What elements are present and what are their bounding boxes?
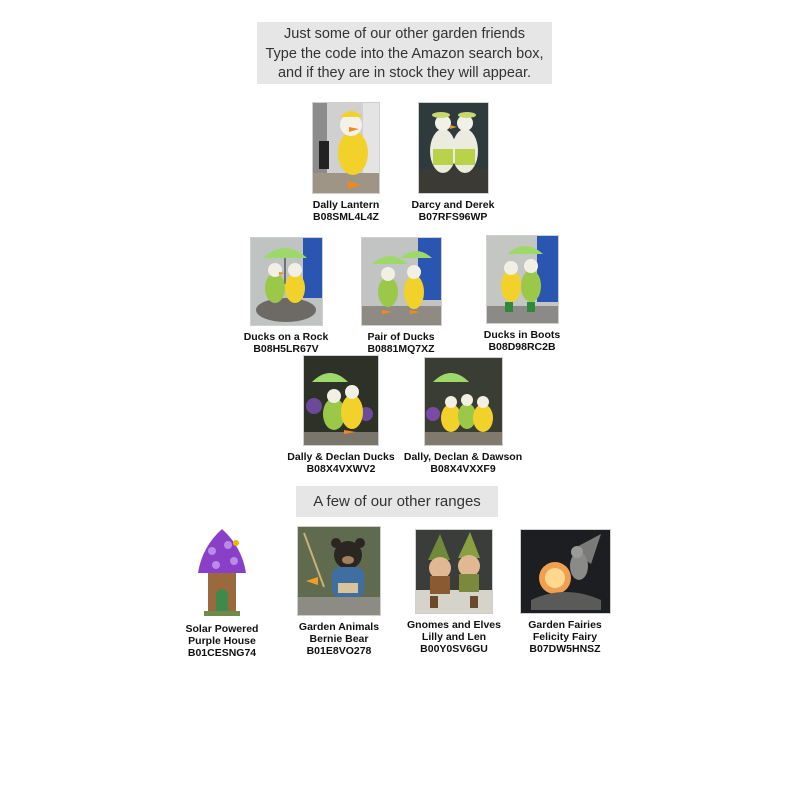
purple-house-image[interactable] [196, 527, 248, 617]
product-name: Darcy and Derek [411, 199, 495, 211]
range-code: B07DW5HNSZ [529, 643, 601, 655]
product-darcy-and-derek[interactable] [403, 103, 503, 223]
range-code: B01E8VO278 [306, 645, 372, 657]
range-line-2: Felicity Fairy [532, 631, 598, 643]
felicity-fairy-image[interactable] [521, 530, 610, 613]
ducks-on-a-rock-image[interactable] [251, 238, 322, 325]
ducks-in-boots-image[interactable] [487, 236, 558, 323]
product-name: Ducks on a Rock [243, 331, 329, 343]
product-code: B0881MQ7XZ [367, 343, 435, 355]
dally-lantern-image[interactable] [313, 103, 379, 193]
product-name: Dally, Declan & Dawson [403, 451, 523, 463]
lilly-and-len-image[interactable] [416, 530, 492, 613]
product-ducks-on-a-rock[interactable] [236, 238, 336, 355]
product-code: B08X4VXWV2 [306, 463, 376, 475]
range-line-2: Lilly and Len [421, 631, 487, 643]
range-line-1: Solar Powered [185, 623, 259, 635]
product-code: B08D98RC2B [488, 341, 556, 353]
intro-banner [257, 22, 552, 84]
dally-and-declan-image[interactable] [304, 356, 378, 445]
intro-line-1: Just some of our other garden friends [284, 26, 525, 42]
pair-of-ducks-image[interactable] [362, 238, 441, 325]
product-name: Ducks in Boots [483, 329, 561, 341]
range-code: B01CESNG74 [187, 647, 257, 659]
range-line-1: Gnomes and Elves [407, 619, 501, 631]
product-name: Dally Lantern [312, 199, 380, 211]
range-felicity-fairy[interactable] [515, 530, 615, 655]
range-bernie-bear[interactable] [289, 527, 389, 657]
product-name: Dally & Declan Ducks [287, 451, 395, 463]
product-code: B07RFS96WP [418, 211, 488, 223]
range-line-1: Garden Animals [298, 621, 380, 633]
darcy-and-derek-image[interactable] [419, 103, 488, 193]
product-code: B08X4VXXF9 [430, 463, 496, 475]
ranges-heading: A few of our other ranges [296, 486, 498, 517]
product-code: B08H5LR67V [253, 343, 319, 355]
product-name: Pair of Ducks [367, 331, 435, 343]
product-dally-declan-dawson[interactable] [401, 358, 525, 475]
bernie-bear-image[interactable] [298, 527, 380, 615]
product-dally-lantern[interactable] [296, 103, 396, 223]
range-line-2: Purple House [188, 635, 256, 647]
range-purple-house[interactable] [172, 527, 272, 659]
intro-line-2: Type the code into the Amazon search box, [265, 45, 544, 62]
product-pair-of-ducks[interactable] [351, 238, 451, 355]
product-ducks-in-boots[interactable] [472, 236, 572, 353]
dally-declan-dawson-image[interactable] [425, 358, 502, 445]
range-line-2: Bernie Bear [309, 633, 369, 645]
product-code: B08SML4L4Z [313, 211, 379, 223]
range-lilly-and-len[interactable] [404, 530, 504, 655]
product-dally-and-declan-ducks[interactable] [282, 356, 400, 475]
intro-line-3: and if they are in stock they will appear. [277, 65, 532, 81]
range-code: B00Y0SV6GU [420, 643, 488, 655]
range-line-1: Garden Fairies [528, 619, 602, 631]
